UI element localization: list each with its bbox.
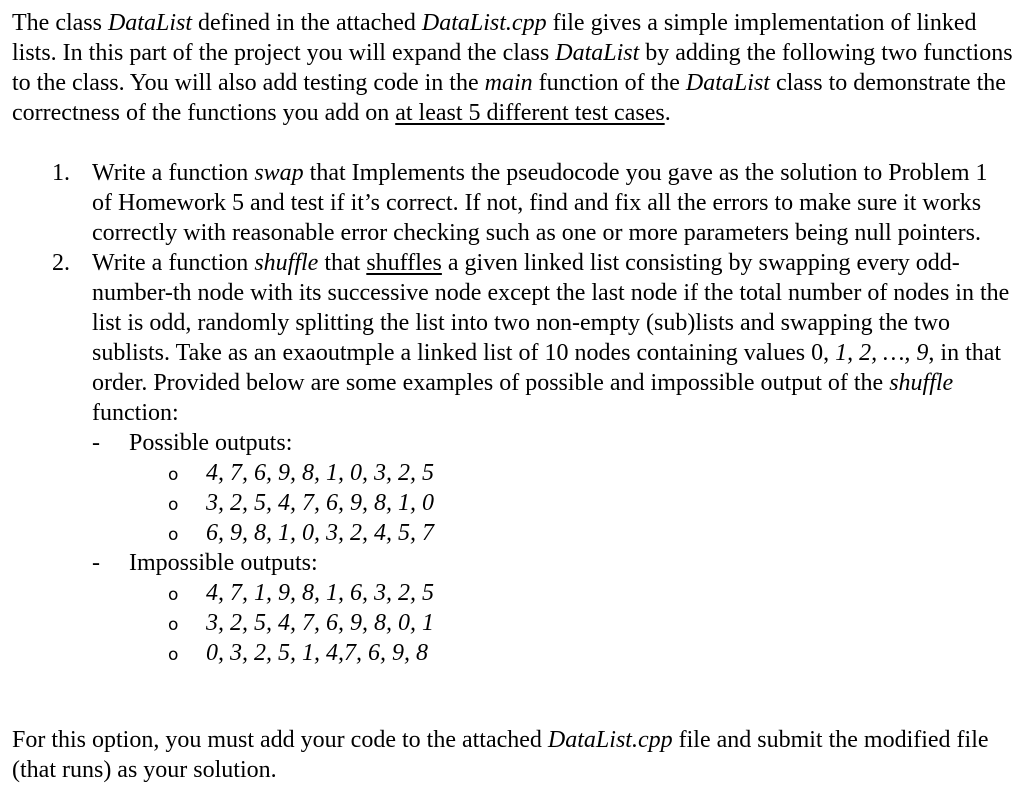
impossible-output-item	[0, 608, 1024, 638]
intro-text: class to demonstrate the correctness of the functions you add on	[12, 70, 1006, 126]
circle-bullet-icon: o	[168, 525, 179, 545]
intro-text: defined in the attached	[192, 10, 422, 36]
outro-text: file and submit the modified file (that runs) as your solution.	[12, 727, 989, 783]
circle-bullet-icon: o	[168, 495, 179, 515]
impossible-output-item	[0, 578, 1024, 608]
intro-text: by adding the following two functions to the class. You will also add testing code in the	[12, 40, 1013, 96]
function-name: main	[484, 70, 533, 96]
item-text: Write a function	[92, 250, 255, 276]
numbered-list	[0, 158, 1024, 668]
possible-outputs-heading	[0, 428, 1024, 458]
item-text: a given linked list consisting by swapping every odd-number-th node with its successive node except the last node if the total number of nodes in the list is odd, randomly splitting the list into two non-empty (sub)lists and swapping the two sublists. Take as an exaoutmple a linked list of 10 nodes containing values 0,	[92, 250, 1010, 366]
value-sequence: 1, 2, …, 9	[835, 340, 929, 366]
circle-bullet-icon: o	[168, 585, 179, 605]
class-name: DataList	[685, 70, 770, 96]
circle-bullet-icon: o	[168, 615, 179, 635]
function-name: swap	[254, 160, 304, 186]
outro-text: For this option, you must add your code to the attached	[12, 727, 548, 753]
item-text: Write a function	[92, 160, 255, 186]
output-sequence: 3, 2, 5, 4, 7, 6, 9, 8, 0, 1	[206, 610, 434, 636]
intro-text: file gives a simple implementation of linked lists. In this part of the project you will expand the class	[12, 10, 977, 66]
dash-bullet: -	[92, 550, 100, 576]
item-text: function:	[92, 400, 179, 426]
intro-text: function of the	[532, 70, 686, 96]
closing-paragraph	[12, 725, 1016, 785]
class-name: DataList	[107, 10, 192, 36]
list-number: 2.	[52, 250, 70, 276]
item-text: that Implements the pseudocode you gave as the solution to Problem 1 of Homework 5 and test if it’s correct. If not, find and fix all the errors to make sure it works correctly with reasonable error checking such as one or more parameters being null pointers.	[92, 160, 988, 246]
output-sequence: 6, 9, 8, 1, 0, 3, 2, 4, 5, 7	[206, 520, 434, 546]
list-number: 1.	[52, 160, 70, 186]
circle-bullet-icon: o	[168, 465, 179, 485]
underlined-word: shuffles	[366, 250, 442, 276]
file-name: DataList.cpp	[547, 727, 673, 753]
possible-outputs-label: Possible outputs:	[129, 430, 293, 456]
possible-output-item	[0, 458, 1024, 488]
dash-bullet: -	[92, 430, 100, 456]
function-name: shuffle	[889, 370, 954, 396]
underlined-requirement: at least 5 different test cases	[395, 100, 665, 126]
item-text: that	[318, 250, 367, 276]
file-name: DataList.cpp	[421, 10, 547, 36]
impossible-outputs-label: Impossible outputs:	[129, 550, 318, 576]
intro-text: The class	[12, 10, 108, 36]
circle-bullet-icon: o	[168, 645, 179, 665]
function-name: shuffle	[254, 250, 319, 276]
impossible-outputs-heading	[0, 548, 1024, 578]
class-name: DataList	[555, 40, 640, 66]
output-sequence: 4, 7, 6, 9, 8, 1, 0, 3, 2, 5	[206, 460, 434, 486]
output-sequence: 3, 2, 5, 4, 7, 6, 9, 8, 1, 0	[206, 490, 434, 516]
output-sequence: 4, 7, 1, 9, 8, 1, 6, 3, 2, 5	[206, 580, 434, 606]
list-item-shuffle	[0, 248, 1012, 428]
impossible-output-item	[0, 638, 1024, 668]
possible-output-item	[0, 518, 1024, 548]
list-item-swap	[0, 158, 1012, 248]
possible-output-item	[0, 488, 1024, 518]
item-text: , in that order. Provided below are some examples of possible and impossible output of the	[92, 340, 1002, 396]
intro-text: .	[664, 100, 671, 126]
output-sequence: 0, 3, 2, 5, 1, 4,7, 6, 9, 8	[206, 640, 428, 666]
intro-paragraph	[12, 8, 1016, 128]
